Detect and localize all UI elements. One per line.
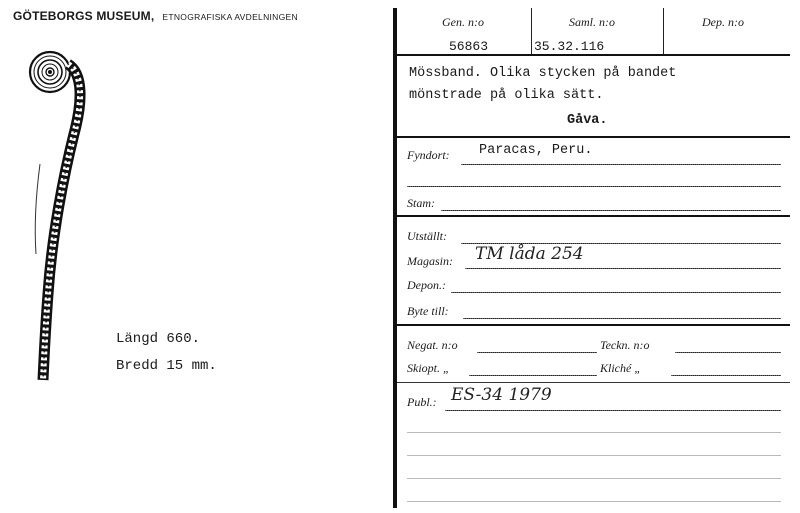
fyndort-value: Paracas, Peru.	[479, 143, 593, 158]
stam-label: Stam:	[407, 196, 435, 210]
storage-divider	[397, 324, 790, 326]
magasin-line	[465, 268, 781, 269]
publ-line	[445, 410, 781, 411]
card-left-border	[393, 8, 397, 508]
negat-line	[477, 352, 597, 353]
blank-line	[407, 455, 781, 456]
blank-line	[407, 432, 781, 433]
blank-line	[407, 186, 781, 187]
stam-line	[441, 210, 781, 211]
department-name: ETNOGRAFISKA AVDELNINGEN	[162, 12, 298, 22]
museum-header	[13, 7, 298, 25]
band-strip	[43, 64, 80, 380]
utstallt-label: Utställt:	[407, 229, 448, 243]
object-drawing	[28, 44, 88, 389]
dep-number-cell	[664, 8, 790, 54]
description-line-1: Mössband. Olika stycken på bandet	[409, 66, 677, 81]
publ-value: ES-34 1979	[451, 385, 552, 405]
publ-label: Publ.:	[407, 395, 437, 409]
dep-number-label: Dep. n:o	[702, 15, 744, 29]
depon-label: Depon.:	[407, 278, 446, 292]
saml-number-value: 35.32.116	[534, 39, 605, 54]
width-measurement: Bredd 15 mm.	[116, 358, 217, 374]
description-line-2: mönstrade på olika sätt.	[409, 88, 604, 103]
stam-divider	[397, 215, 790, 217]
teckn-label: Teckn. n:o	[600, 338, 650, 352]
skiopt-line	[469, 375, 597, 376]
header-divider	[397, 54, 790, 56]
band-coil	[30, 52, 70, 92]
description-divider	[397, 136, 790, 138]
blank-line	[407, 478, 781, 479]
magasin-label: Magasin:	[407, 254, 453, 268]
gen-number-value: 56863	[449, 39, 489, 54]
blank-line	[407, 501, 781, 502]
kliche-line	[671, 375, 781, 376]
skiopt-label: Skiopt. „	[407, 361, 450, 375]
kliche-label: Kliché „	[600, 361, 641, 375]
catalog-card	[393, 8, 790, 508]
fyndort-line	[461, 164, 781, 165]
fyndort-label: Fyndort:	[407, 148, 450, 162]
negat-label: Negat. n:o	[407, 338, 458, 352]
length-measurement: Längd 660.	[116, 331, 201, 347]
byte-label: Byte till:	[407, 304, 449, 318]
museum-name: GÖTEBORGS MUSEUM,	[13, 9, 155, 23]
gen-number-cell	[397, 8, 531, 54]
magasin-value: TM låda 254	[475, 244, 584, 264]
acquisition-type: Gåva.	[567, 113, 608, 128]
depon-line	[451, 292, 781, 293]
photo-divider	[397, 382, 790, 383]
saml-number-label: Saml. n:o	[569, 15, 615, 29]
saml-number-cell	[532, 8, 663, 54]
byte-line	[463, 318, 781, 319]
teckn-line	[675, 352, 781, 353]
drawing-stroke	[35, 164, 40, 254]
gen-number-label: Gen. n:o	[442, 15, 484, 29]
